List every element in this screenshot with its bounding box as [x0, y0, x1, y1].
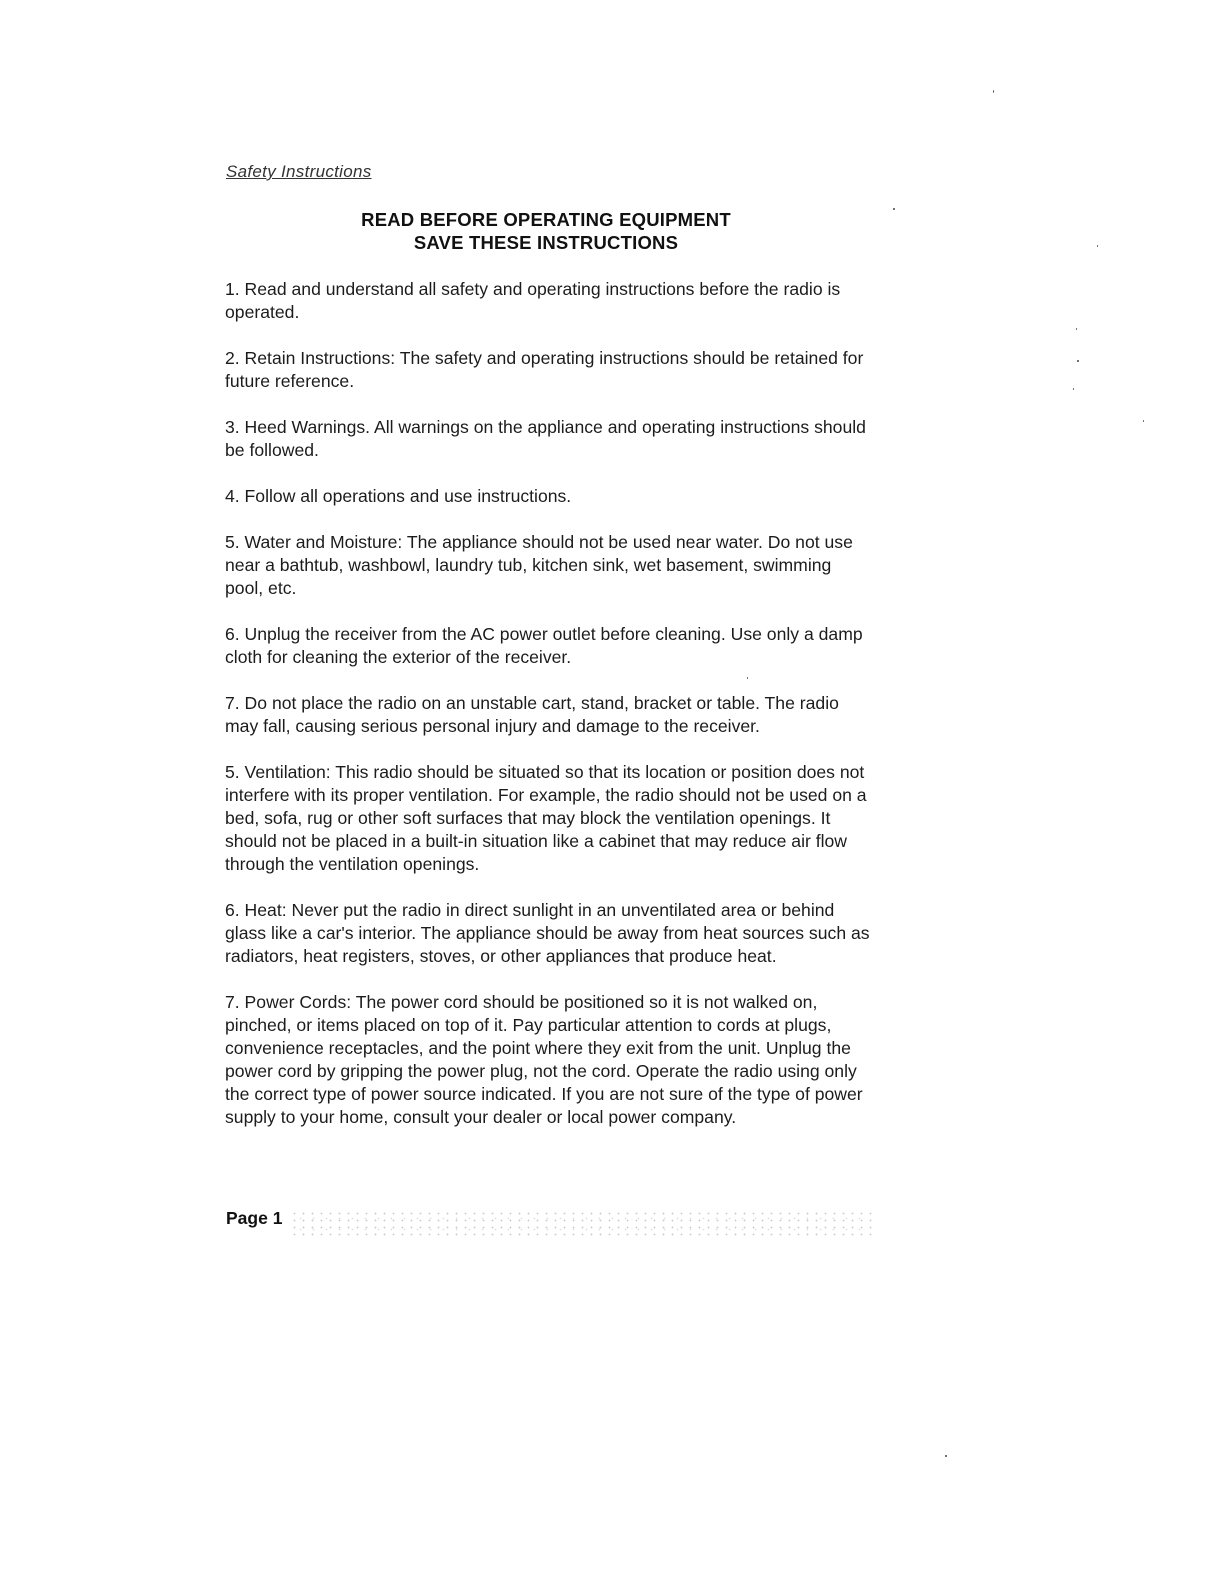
page-subtitle: SAVE THESE INSTRUCTIONS	[413, 232, 679, 253]
page-number: Page 1	[226, 1208, 283, 1228]
scan-speck	[747, 677, 748, 679]
scan-speck	[1077, 360, 1079, 362]
page-title: READ BEFORE OPERATING EQUIPMENT	[361, 209, 731, 230]
instruction-item: 6. Heat: Never put the radio in direct sunlight in an unventilated area or behind glass like a car's interior. The appliance should be away from heat sources such as radiators, heat registers, stoves, or other appliances that produce heat.	[225, 900, 870, 966]
instruction-item: 7. Do not place the radio on an unstable cart, stand, bracket or table. The radio may fall, causing serious personal injury and damage to the receiver.	[225, 693, 839, 736]
instruction-item: 7. Power Cords: The power cord should be positioned so it is not walked on, pinched, or items placed on top of it. Pay particular attention to cords at plugs, convenience receptacles, and the point where they exit from the unit. Unplug the power cord by gripping the power plug, not the cord. Operate the radio using only the correct type of power source indicated. If you are not sure of the type of power supply to your home, consult your dealer or local power company.	[225, 992, 863, 1127]
scan-speck	[893, 208, 895, 210]
scan-speck	[993, 90, 994, 93]
instruction-item: 1. Read and understand all safety and operating instructions before the radio is operated.	[225, 279, 841, 322]
scan-speck	[1073, 388, 1074, 390]
scan-speck	[1097, 245, 1098, 247]
scan-speck	[1143, 420, 1144, 422]
instruction-item: 2. Retain Instructions: The safety and operating instructions should be retained for future reference.	[225, 348, 864, 391]
instruction-item: 5. Ventilation: This radio should be situated so that its location or position does not interfere with its proper ventilation. For example, the radio should not be used on a bed, sofa, rug or other soft surfaces that may block the ventilation openings. It should not be placed in a built-in situation like a cabinet that may reduce air flow through the ventilation openings.	[225, 762, 867, 874]
scan-speck	[1076, 328, 1077, 330]
instruction-item: 5. Water and Moisture: The appliance should not be used near water. Do not use near a bathtub, washbowl, laundry tub, kitchen sink, wet basement, swimming pool, etc.	[225, 532, 853, 598]
scan-noise	[290, 1210, 872, 1236]
section-label: Safety Instructions	[226, 162, 372, 181]
instructions-list	[225, 278, 870, 1152]
instruction-item: 3. Heed Warnings. All warnings on the appliance and operating instructions should be followed.	[225, 417, 866, 460]
instruction-item: 6. Unplug the receiver from the AC power outlet before cleaning. Use only a damp cloth for cleaning the exterior of the receiver.	[225, 624, 863, 667]
instruction-item: 4. Follow all operations and use instructions.	[225, 486, 572, 506]
scan-speck	[945, 1455, 947, 1457]
